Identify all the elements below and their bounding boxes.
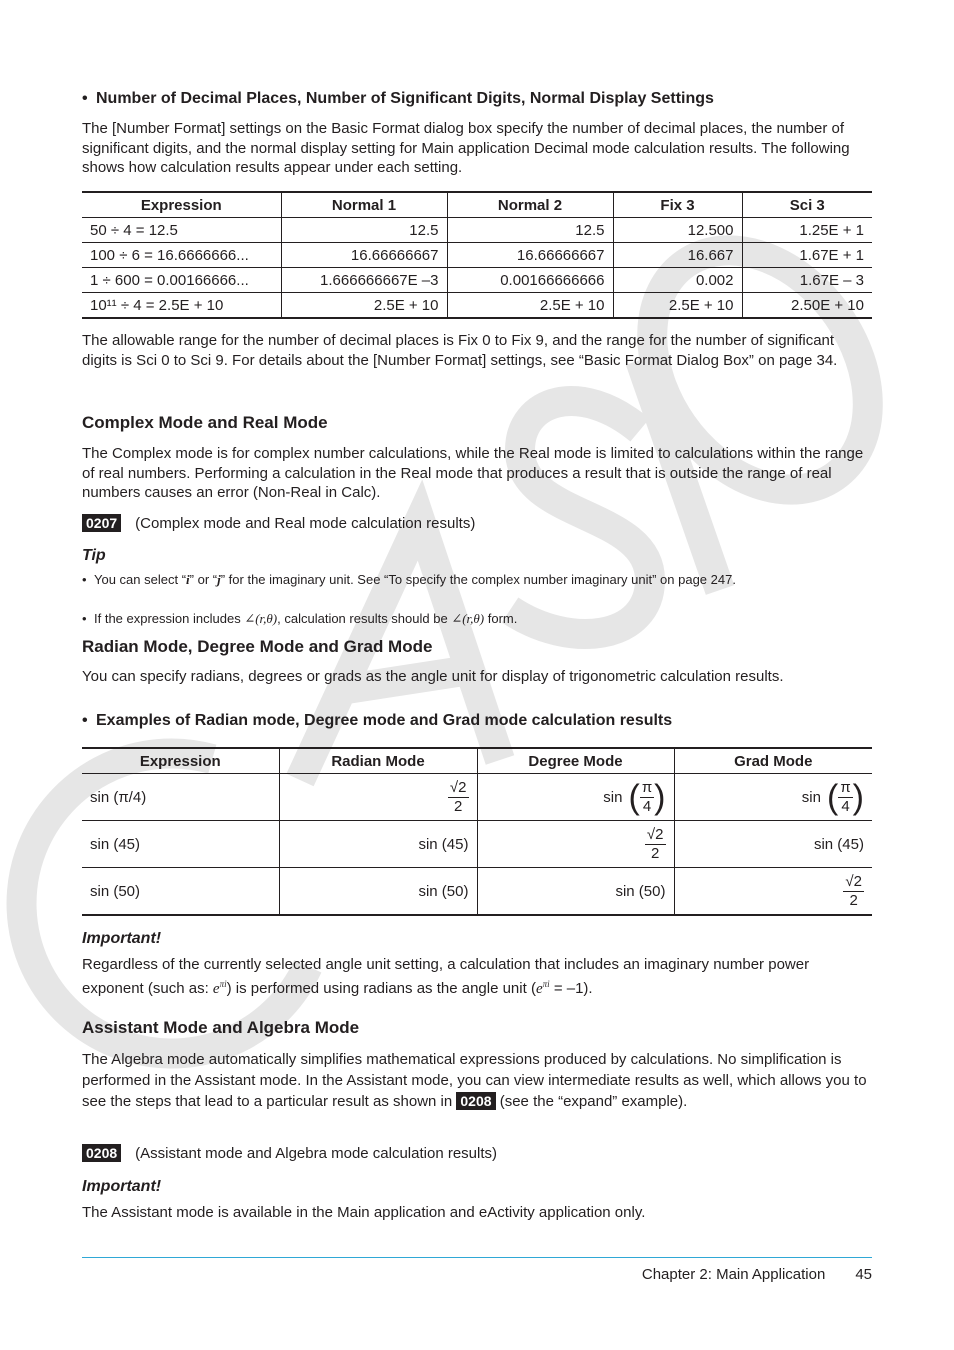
number-format-table: [82, 191, 872, 319]
table-cell: 16.66666667: [281, 243, 447, 268]
numerator: √2: [449, 778, 467, 796]
complex-example-line: [82, 514, 872, 532]
numerator: √2: [646, 825, 664, 843]
denominator: 4: [841, 797, 850, 815]
bullet-glyph: •: [82, 712, 88, 729]
epi-expression-2: [535, 978, 550, 997]
col-header-normal1: Normal 1: [281, 192, 447, 218]
inline-badge-0208[interactable]: 0208: [456, 1092, 495, 1110]
tip2-polar-1: ∠(r,θ): [244, 611, 278, 626]
epi-base: e: [535, 980, 543, 997]
fraction-pi-over-4: [640, 779, 654, 816]
table-cell: sin (π/4): [82, 774, 279, 821]
table-row: [82, 821, 872, 868]
example-badge-0207[interactable]: 0207: [82, 514, 121, 532]
tip1-i: i: [186, 572, 190, 587]
assistant-mode-text: [82, 1049, 872, 1112]
complex-example-text: (Complex mode and Real mode calculation results): [135, 515, 476, 532]
assistant-text-a: The Algebra mode automatically simplifies mathematical expressions produced by calculations. No simplification is performed in the Assistant mode. In the Assistant mode, you can view intermediate results as well, which allows you to see the steps that lead to a particular result as shown in: [82, 1051, 867, 1110]
sin-label: sin: [603, 788, 623, 806]
tip2-text-c: form.: [487, 611, 518, 626]
angle-mode-title: Radian Mode, Degree Mode and Grad Mode: [82, 637, 433, 656]
col-header-expression: Expression: [82, 748, 279, 774]
paren-right-glyph: ): [852, 778, 864, 816]
table-cell: 1.25E + 1: [742, 218, 872, 243]
epi-exponent: πi: [219, 978, 227, 989]
number-format-intro: The [Number Format] settings on the Basic Format dialog box specify the number of decimal places, the number of significant digits, and the normal display setting for Main application Decimal mode calculation results. The following shows how calculation results appear under each setting.: [82, 120, 850, 176]
complex-mode-text: The Complex mode is for complex number calculations, while the Real mode is limited to calculations within the range of real numbers. Performing a calculation in the Real mode that produces a result that is outside the range of real numbers causes an error (Non-Real in Calc).: [82, 445, 864, 501]
fraction-sqrt2-over-2: [448, 779, 469, 816]
denominator: 2: [849, 891, 858, 909]
denominator: 4: [642, 797, 652, 815]
table-cell: 0.00166666666: [447, 268, 613, 293]
table-cell: 100 ÷ 6 = 16.6666666...: [82, 243, 281, 268]
angle-examples-heading-text: Examples of Radian mode, Degree mode and Grad mode calculation results: [96, 712, 673, 729]
table-cell: 2.50E + 10: [742, 293, 872, 319]
table-cell: 10¹¹ ÷ 4 = 2.5E + 10: [82, 293, 281, 319]
number-format-range-text: The allowable range for the number of decimal places is Fix 0 to Fix 9, and the range for the number of significant digits is Sci 0 to Sci 9. For details about the [Number Format] settings, see “Basic Format Dialog Box” on page 34.: [82, 332, 838, 369]
denominator: 2: [454, 797, 463, 815]
tip-title: Tip: [82, 547, 106, 564]
paren-left-glyph: (: [628, 778, 640, 816]
bullet-glyph: •: [82, 90, 88, 107]
tip1-text-c: ” for the imaginary unit. See “To specify the complex number imaginary unit” on page 247.: [220, 572, 736, 587]
tip2-text-a: If the expression includes: [94, 611, 241, 626]
number-format-table-wrap: [82, 191, 872, 319]
table-cell: sin (50): [279, 868, 477, 916]
numerator: π: [840, 778, 851, 796]
table-cell: [477, 821, 674, 868]
table-cell: sin (45): [279, 821, 477, 868]
table-cell: 2.5E + 10: [613, 293, 742, 319]
col-header-radian: Radian Mode: [279, 748, 477, 774]
table-row: [82, 243, 872, 268]
table-header-row: [82, 748, 872, 774]
table-cell: [477, 774, 674, 821]
page-footer: [82, 1266, 872, 1283]
angle-important-text-b: ) is performed using radians as the angle unit (: [226, 979, 536, 997]
assistant-mode-title: Assistant Mode and Algebra Mode: [82, 1018, 360, 1037]
table-header-row: [82, 192, 872, 218]
sin-label: sin: [801, 788, 821, 806]
angle-important-text-a: Regardless of the currently selected angle unit setting, a calculation that includes an imaginary number power exponent (such as:: [82, 956, 810, 997]
table-cell: 2.5E + 10: [447, 293, 613, 319]
epi-expression-1: [212, 978, 227, 997]
angle-important-title: Important!: [82, 930, 162, 947]
table-cell: 16.66666667: [447, 243, 613, 268]
epi-exponent: πi: [542, 978, 550, 989]
angle-important-text: [82, 955, 872, 999]
table-cell: sin (45): [82, 821, 279, 868]
angle-table: [82, 747, 872, 916]
numerator: π: [641, 778, 653, 796]
paren-right-glyph: ): [654, 778, 666, 816]
paren-left-glyph: (: [826, 778, 839, 816]
table-cell: 1.666666667E –3: [281, 268, 447, 293]
table-cell: sin (45): [674, 821, 872, 868]
tip1-text-b: ” or “: [189, 572, 218, 587]
footer-page-number: 45: [855, 1266, 872, 1283]
table-cell: 50 ÷ 4 = 12.5: [82, 218, 281, 243]
numerator: √2: [845, 872, 862, 890]
assistant-example-line: [82, 1144, 872, 1162]
angle-important-text-c: = –1).: [553, 979, 593, 997]
tip-bullet: •: [82, 611, 87, 626]
tip-item-polar-form: [82, 611, 884, 627]
fraction-sqrt2-over-2: [843, 873, 864, 910]
table-cell: 1.67E – 3: [742, 268, 872, 293]
table-cell: sin (50): [477, 868, 674, 916]
table-row: [82, 268, 872, 293]
col-header-degree: Degree Mode: [477, 748, 674, 774]
table-cell: [279, 774, 477, 821]
footer-chapter: Chapter 2: Main Application: [641, 1266, 826, 1283]
table-row: [82, 218, 872, 243]
tip2-polar-2: ∠(r,θ): [451, 611, 485, 626]
table-row: [82, 293, 872, 319]
table-cell: 16.667: [613, 243, 742, 268]
tip2-text-b: , calculation results should be: [277, 611, 448, 626]
table-cell: 12.500: [613, 218, 742, 243]
col-header-sci3: Sci 3: [742, 192, 872, 218]
tip-item-imaginary-unit: [82, 572, 884, 588]
example-badge-0208[interactable]: 0208: [82, 1144, 121, 1162]
table-row: [82, 868, 872, 916]
table-cell: 1.67E + 1: [742, 243, 872, 268]
angle-table-wrap: [82, 747, 872, 916]
angle-mode-text: You can specify radians, degrees or grads as the angle unit for display of trigonometric calculation results.: [82, 668, 784, 685]
tip1-j: j: [217, 572, 221, 587]
table-cell: 12.5: [281, 218, 447, 243]
fraction-sqrt2-over-2: [645, 826, 666, 863]
assistant-example-text: (Assistant mode and Algebra mode calculation results): [135, 1145, 498, 1162]
col-header-normal2: Normal 2: [447, 192, 613, 218]
table-row: [82, 774, 872, 821]
assistant-text-b: (see the “expand” example).: [499, 1093, 688, 1110]
number-format-heading-text: Number of Decimal Places, Number of Significant Digits, Normal Display Settings: [96, 90, 714, 107]
table-cell: sin (50): [82, 868, 279, 916]
table-cell: 1 ÷ 600 = 0.00166666...: [82, 268, 281, 293]
table-cell: 0.002: [613, 268, 742, 293]
table-cell: 12.5: [447, 218, 613, 243]
table-cell: 2.5E + 10: [281, 293, 447, 319]
table-cell: [674, 868, 872, 916]
angle-examples-heading: [82, 712, 872, 730]
footer-rule: [82, 1257, 872, 1258]
col-header-fix3: Fix 3: [613, 192, 742, 218]
assistant-important-title: Important!: [82, 1178, 162, 1195]
col-header-expression: Expression: [82, 192, 281, 218]
complex-mode-title: Complex Mode and Real Mode: [82, 413, 328, 432]
assistant-important-text: The Assistant mode is available in the Main application and eActivity application only.: [82, 1204, 646, 1221]
tip-bullet: •: [82, 572, 87, 587]
table-cell: [674, 774, 872, 821]
number-format-heading: [82, 90, 872, 108]
epi-base: e: [212, 980, 220, 997]
fraction-pi-over-4: [838, 779, 852, 816]
col-header-grad: Grad Mode: [674, 748, 872, 774]
denominator: 2: [651, 844, 660, 862]
tip1-text-a: You can select “: [94, 572, 187, 587]
